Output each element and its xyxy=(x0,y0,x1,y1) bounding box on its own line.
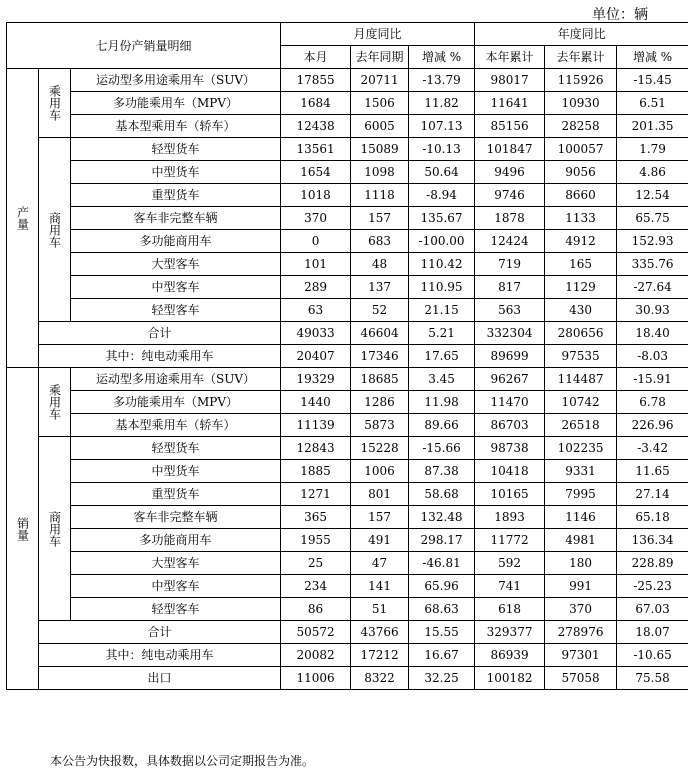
cell-last-ytd: 4912 xyxy=(545,230,617,253)
cell-this-month: 20082 xyxy=(281,644,351,667)
cell-yearly-change: 226.96 xyxy=(617,414,688,437)
cell-yearly-change: 6.78 xyxy=(617,391,688,414)
cell-yearly-change: 30.93 xyxy=(617,299,688,322)
row-label: 其中：纯电动乘用车 xyxy=(39,644,281,667)
unit-label: 单位：辆 xyxy=(592,7,648,23)
cell-last-year-month: 1118 xyxy=(351,184,409,207)
cell-ytd: 96267 xyxy=(475,368,545,391)
cell-ytd: 11641 xyxy=(475,92,545,115)
row-label: 重型货车 xyxy=(71,483,281,506)
table-row xyxy=(7,598,688,621)
table-row xyxy=(7,276,688,299)
cell-last-year-month: 137 xyxy=(351,276,409,299)
row-label: 其中：纯电动乘用车 xyxy=(39,345,281,368)
cell-this-month: 12843 xyxy=(281,437,351,460)
production-sales-table xyxy=(6,22,688,690)
cell-last-year-month: 15228 xyxy=(351,437,409,460)
ev-row xyxy=(7,345,688,368)
cell-monthly-change: 5.21 xyxy=(409,322,475,345)
cell-monthly-change: 65.96 xyxy=(409,575,475,598)
cell-this-month: 49033 xyxy=(281,322,351,345)
cell-last-ytd: 280656 xyxy=(545,322,617,345)
cell-this-month: 11139 xyxy=(281,414,351,437)
cell-last-ytd: 97301 xyxy=(545,644,617,667)
row-label: 出口 xyxy=(39,667,281,690)
cell-monthly-change: -8.94 xyxy=(409,184,475,207)
cell-last-ytd: 97535 xyxy=(545,345,617,368)
cell-monthly-change: -100.00 xyxy=(409,230,475,253)
row-label: 基本型乘用车（轿车） xyxy=(71,414,281,437)
row-label: 中型客车 xyxy=(71,276,281,299)
cell-this-month: 50572 xyxy=(281,621,351,644)
cell-last-ytd: 430 xyxy=(545,299,617,322)
row-label: 中型客车 xyxy=(71,575,281,598)
cell-monthly-change: 32.25 xyxy=(409,667,475,690)
cell-ytd: 11470 xyxy=(475,391,545,414)
cell-ytd: 85156 xyxy=(475,115,545,138)
cell-ytd: 9746 xyxy=(475,184,545,207)
sales-commercial-label: 商用车 xyxy=(39,437,71,621)
cell-ytd: 86703 xyxy=(475,414,545,437)
cell-last-year-month: 48 xyxy=(351,253,409,276)
cell-last-ytd: 370 xyxy=(545,598,617,621)
cell-this-month: 25 xyxy=(281,552,351,575)
row-label: 合计 xyxy=(39,322,281,345)
table-row xyxy=(7,299,688,322)
col-header-last-ytd: 去年累计 xyxy=(545,46,617,69)
cell-ytd: 563 xyxy=(475,299,545,322)
cell-yearly-change: 152.93 xyxy=(617,230,688,253)
cell-yearly-change: 65.75 xyxy=(617,207,688,230)
cell-last-ytd: 991 xyxy=(545,575,617,598)
col-header-monthly-change: 增减 % xyxy=(409,46,475,69)
cell-last-year-month: 17212 xyxy=(351,644,409,667)
row-label: 客车非完整车辆 xyxy=(71,506,281,529)
cell-this-month: 1440 xyxy=(281,391,351,414)
cell-last-year-month: 1506 xyxy=(351,92,409,115)
cell-last-year-month: 491 xyxy=(351,529,409,552)
col-header-last-year-month: 去年同期 xyxy=(351,46,409,69)
cell-this-month: 20407 xyxy=(281,345,351,368)
cell-last-year-month: 46604 xyxy=(351,322,409,345)
cell-monthly-change: 11.98 xyxy=(409,391,475,414)
row-label: 大型客车 xyxy=(71,552,281,575)
export-row xyxy=(7,667,688,690)
cell-ytd: 86939 xyxy=(475,644,545,667)
production-section-label: 产量 xyxy=(7,69,39,368)
cell-monthly-change: 135.67 xyxy=(409,207,475,230)
cell-monthly-change: 11.82 xyxy=(409,92,475,115)
cell-yearly-change: 335.76 xyxy=(617,253,688,276)
cell-last-year-month: 6005 xyxy=(351,115,409,138)
total-row xyxy=(7,322,688,345)
sales-section-label: 销量 xyxy=(7,368,39,690)
cell-this-month: 1271 xyxy=(281,483,351,506)
cell-this-month: 11006 xyxy=(281,667,351,690)
cell-monthly-change: 68.63 xyxy=(409,598,475,621)
cell-last-year-month: 5873 xyxy=(351,414,409,437)
cell-last-ytd: 180 xyxy=(545,552,617,575)
cell-ytd: 741 xyxy=(475,575,545,598)
table-row xyxy=(7,391,688,414)
cell-last-year-month: 157 xyxy=(351,506,409,529)
cell-last-ytd: 9056 xyxy=(545,161,617,184)
cell-yearly-change: -3.42 xyxy=(617,437,688,460)
cell-last-year-month: 18685 xyxy=(351,368,409,391)
ev-row xyxy=(7,644,688,667)
cell-this-month: 234 xyxy=(281,575,351,598)
row-label: 多功能乘用车（MPV） xyxy=(71,92,281,115)
cell-last-year-month: 1286 xyxy=(351,391,409,414)
cell-ytd: 10165 xyxy=(475,483,545,506)
cell-yearly-change: 65.18 xyxy=(617,506,688,529)
cell-yearly-change: 18.40 xyxy=(617,322,688,345)
table-row xyxy=(7,115,688,138)
cell-last-ytd: 114487 xyxy=(545,368,617,391)
cell-this-month: 19329 xyxy=(281,368,351,391)
row-label: 中型货车 xyxy=(71,161,281,184)
col-header-yearly-change: 增减 % xyxy=(617,46,688,69)
cell-last-ytd: 165 xyxy=(545,253,617,276)
cell-monthly-change: 3.45 xyxy=(409,368,475,391)
row-label: 运动型多用途乘用车（SUV） xyxy=(71,368,281,391)
cell-last-ytd: 8660 xyxy=(545,184,617,207)
cell-yearly-change: -15.91 xyxy=(617,368,688,391)
table-row xyxy=(7,483,688,506)
cell-monthly-change: 110.95 xyxy=(409,276,475,299)
production-commercial-label: 商用车 xyxy=(39,138,71,322)
cell-monthly-change: 89.66 xyxy=(409,414,475,437)
table-row xyxy=(7,207,688,230)
row-label: 多功能乘用车（MPV） xyxy=(71,391,281,414)
table-row xyxy=(7,437,688,460)
cell-ytd: 329377 xyxy=(475,621,545,644)
cell-this-month: 1654 xyxy=(281,161,351,184)
cell-yearly-change: -27.64 xyxy=(617,276,688,299)
cell-this-month: 1885 xyxy=(281,460,351,483)
cell-ytd: 817 xyxy=(475,276,545,299)
cell-ytd: 100182 xyxy=(475,667,545,690)
cell-last-ytd: 7995 xyxy=(545,483,617,506)
cell-monthly-change: 107.13 xyxy=(409,115,475,138)
cell-last-ytd: 9331 xyxy=(545,460,617,483)
cell-yearly-change: -10.65 xyxy=(617,644,688,667)
header-row-1 xyxy=(7,23,688,46)
cell-this-month: 370 xyxy=(281,207,351,230)
cell-ytd: 98738 xyxy=(475,437,545,460)
cell-this-month: 17855 xyxy=(281,69,351,92)
yearly-group-header: 年度同比 xyxy=(475,23,688,46)
table-row xyxy=(7,368,688,391)
cell-ytd: 1893 xyxy=(475,506,545,529)
production-passenger-label: 乘用车 xyxy=(39,69,71,138)
row-label: 合计 xyxy=(39,621,281,644)
cell-last-ytd: 10930 xyxy=(545,92,617,115)
cell-monthly-change: 132.48 xyxy=(409,506,475,529)
table-row xyxy=(7,506,688,529)
cell-last-ytd: 28258 xyxy=(545,115,617,138)
row-label: 多功能商用车 xyxy=(71,230,281,253)
cell-last-year-month: 8322 xyxy=(351,667,409,690)
cell-ytd: 332304 xyxy=(475,322,545,345)
cell-last-year-month: 52 xyxy=(351,299,409,322)
cell-monthly-change: -46.81 xyxy=(409,552,475,575)
table-row xyxy=(7,529,688,552)
row-label: 轻型货车 xyxy=(71,437,281,460)
row-label: 基本型乘用车（轿车） xyxy=(71,115,281,138)
cell-ytd: 9496 xyxy=(475,161,545,184)
total-row xyxy=(7,621,688,644)
cell-yearly-change: 1.79 xyxy=(617,138,688,161)
cell-last-ytd: 10742 xyxy=(545,391,617,414)
table-row xyxy=(7,69,688,92)
row-label: 轻型货车 xyxy=(71,138,281,161)
row-label: 轻型客车 xyxy=(71,598,281,621)
cell-last-year-month: 683 xyxy=(351,230,409,253)
cell-yearly-change: 12.54 xyxy=(617,184,688,207)
cell-ytd: 98017 xyxy=(475,69,545,92)
cell-yearly-change: -25.23 xyxy=(617,575,688,598)
cell-this-month: 63 xyxy=(281,299,351,322)
cell-monthly-change: 16.67 xyxy=(409,644,475,667)
cell-last-year-month: 15089 xyxy=(351,138,409,161)
cell-last-ytd: 1129 xyxy=(545,276,617,299)
cell-last-year-month: 43766 xyxy=(351,621,409,644)
cell-last-year-month: 157 xyxy=(351,207,409,230)
cell-this-month: 1955 xyxy=(281,529,351,552)
cell-yearly-change: 75.58 xyxy=(617,667,688,690)
cell-ytd: 101847 xyxy=(475,138,545,161)
cell-monthly-change: 21.15 xyxy=(409,299,475,322)
cell-yearly-change: 136.34 xyxy=(617,529,688,552)
cell-this-month: 289 xyxy=(281,276,351,299)
row-label: 中型货车 xyxy=(71,460,281,483)
cell-monthly-change: 58.68 xyxy=(409,483,475,506)
table-row xyxy=(7,414,688,437)
cell-this-month: 1018 xyxy=(281,184,351,207)
cell-this-month: 365 xyxy=(281,506,351,529)
table-row xyxy=(7,575,688,598)
cell-last-ytd: 57058 xyxy=(545,667,617,690)
cell-yearly-change: 228.89 xyxy=(617,552,688,575)
cell-last-ytd: 115926 xyxy=(545,69,617,92)
table-row xyxy=(7,253,688,276)
row-label: 轻型客车 xyxy=(71,299,281,322)
cell-last-year-month: 1098 xyxy=(351,161,409,184)
col-header-this-month: 本月 xyxy=(281,46,351,69)
cell-monthly-change: 87.38 xyxy=(409,460,475,483)
cell-yearly-change: 18.07 xyxy=(617,621,688,644)
row-label: 多功能商用车 xyxy=(71,529,281,552)
cell-last-year-month: 20711 xyxy=(351,69,409,92)
cell-monthly-change: 50.64 xyxy=(409,161,475,184)
cell-this-month: 101 xyxy=(281,253,351,276)
cell-ytd: 89699 xyxy=(475,345,545,368)
cell-last-ytd: 4981 xyxy=(545,529,617,552)
row-label: 运动型多用途乘用车（SUV） xyxy=(71,69,281,92)
cell-this-month: 1684 xyxy=(281,92,351,115)
cell-last-ytd: 278976 xyxy=(545,621,617,644)
cell-yearly-change: 4.86 xyxy=(617,161,688,184)
cell-ytd: 1878 xyxy=(475,207,545,230)
table-row xyxy=(7,161,688,184)
cell-last-year-month: 141 xyxy=(351,575,409,598)
table-row xyxy=(7,138,688,161)
cell-yearly-change: 67.03 xyxy=(617,598,688,621)
cell-ytd: 592 xyxy=(475,552,545,575)
cell-last-ytd: 102235 xyxy=(545,437,617,460)
cell-yearly-change: -8.03 xyxy=(617,345,688,368)
row-label: 重型货车 xyxy=(71,184,281,207)
cell-monthly-change: 17.65 xyxy=(409,345,475,368)
cell-ytd: 12424 xyxy=(475,230,545,253)
sales-passenger-label: 乘用车 xyxy=(39,368,71,437)
cell-last-ytd: 26518 xyxy=(545,414,617,437)
cell-yearly-change: 201.35 xyxy=(617,115,688,138)
cell-this-month: 12438 xyxy=(281,115,351,138)
cell-monthly-change: 298.17 xyxy=(409,529,475,552)
cell-monthly-change: 110.42 xyxy=(409,253,475,276)
cell-yearly-change: -15.45 xyxy=(617,69,688,92)
cell-last-ytd: 1133 xyxy=(545,207,617,230)
cell-monthly-change: 15.55 xyxy=(409,621,475,644)
cell-monthly-change: -13.79 xyxy=(409,69,475,92)
cell-last-year-month: 1006 xyxy=(351,460,409,483)
table-row xyxy=(7,184,688,207)
cell-this-month: 0 xyxy=(281,230,351,253)
cell-last-ytd: 100057 xyxy=(545,138,617,161)
footnote: 本公告为快报数，具体数据以公司定期报告为准。 xyxy=(50,754,315,768)
cell-monthly-change: -10.13 xyxy=(409,138,475,161)
cell-yearly-change: 11.65 xyxy=(617,460,688,483)
table-row xyxy=(7,460,688,483)
cell-yearly-change: 6.51 xyxy=(617,92,688,115)
cell-this-month: 86 xyxy=(281,598,351,621)
cell-this-month: 13561 xyxy=(281,138,351,161)
table-row xyxy=(7,552,688,575)
cell-ytd: 719 xyxy=(475,253,545,276)
cell-last-year-month: 47 xyxy=(351,552,409,575)
table-title: 七月份产销量明细 xyxy=(7,23,281,69)
col-header-ytd: 本年累计 xyxy=(475,46,545,69)
cell-last-ytd: 1146 xyxy=(545,506,617,529)
cell-ytd: 10418 xyxy=(475,460,545,483)
cell-last-year-month: 17346 xyxy=(351,345,409,368)
row-label: 客车非完整车辆 xyxy=(71,207,281,230)
cell-last-year-month: 801 xyxy=(351,483,409,506)
cell-monthly-change: -15.66 xyxy=(409,437,475,460)
cell-ytd: 11772 xyxy=(475,529,545,552)
cell-yearly-change: 27.14 xyxy=(617,483,688,506)
cell-ytd: 618 xyxy=(475,598,545,621)
row-label: 大型客车 xyxy=(71,253,281,276)
table-row xyxy=(7,230,688,253)
table-row xyxy=(7,92,688,115)
cell-last-year-month: 51 xyxy=(351,598,409,621)
monthly-group-header: 月度同比 xyxy=(281,23,475,46)
